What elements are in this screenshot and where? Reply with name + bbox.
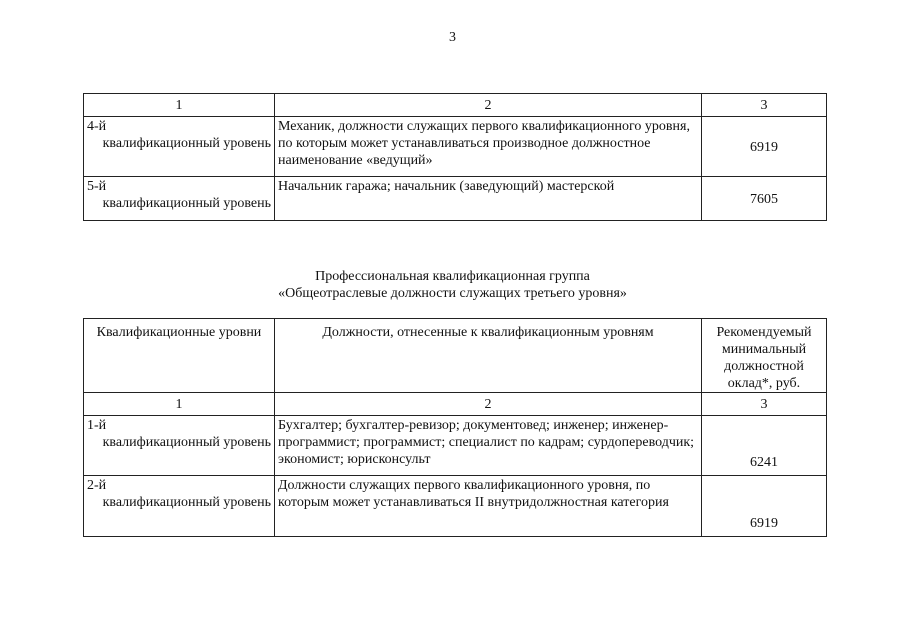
level-number: 4-й bbox=[87, 119, 107, 134]
header-positions: Должности, отнесенные к квалификационным уровням bbox=[275, 319, 702, 393]
salary-cell: 7605 bbox=[702, 177, 827, 221]
table-row bbox=[84, 177, 827, 221]
salary-table-lower bbox=[83, 318, 827, 537]
level-label: квалификационный уровень bbox=[102, 136, 271, 151]
group-title-line-1: Профессиональная квалификационная группа bbox=[315, 269, 590, 284]
positions-cell: Механик, должности служащих первого квалификационного уровня, по которым может устанавливаться производное должностное наименование «ведущий» bbox=[275, 117, 702, 177]
column-number-1: 1 bbox=[84, 393, 275, 416]
column-number-3: 3 bbox=[702, 94, 827, 117]
page-number: 3 bbox=[449, 30, 456, 45]
positions-cell: Бухгалтер; бухгалтер-ревизор; документовед; инженер; инженер-программист; программист; специалист по кадрам; сурдопереводчик; экономист; юрисконсульт bbox=[275, 416, 702, 476]
table-row bbox=[84, 476, 827, 537]
qualification-level-cell bbox=[84, 177, 275, 221]
level-number: 2-й bbox=[87, 478, 107, 493]
column-number-3: 3 bbox=[702, 393, 827, 416]
header-salary: Рекомендуемый минимальный должностной оклад*, руб. bbox=[702, 319, 827, 393]
level-label: квалификационный уровень bbox=[102, 196, 271, 211]
salary-table-upper bbox=[83, 93, 827, 221]
level-number: 1-й bbox=[87, 418, 107, 433]
qualification-level-cell bbox=[84, 416, 275, 476]
table-row bbox=[84, 416, 827, 476]
qualification-level-cell bbox=[84, 476, 275, 537]
level-number: 5-й bbox=[87, 179, 107, 194]
salary-cell: 6241 bbox=[702, 416, 827, 476]
column-number-row bbox=[84, 393, 827, 416]
qualification-level-cell bbox=[84, 117, 275, 177]
level-label: квалификационный уровень bbox=[102, 495, 271, 510]
group-title bbox=[0, 268, 905, 302]
header-row bbox=[84, 319, 827, 393]
table-row bbox=[84, 117, 827, 177]
level-label: квалификационный уровень bbox=[102, 435, 271, 450]
salary-cell: 6919 bbox=[702, 476, 827, 537]
salary-cell: 6919 bbox=[702, 117, 827, 177]
column-number-2: 2 bbox=[275, 393, 702, 416]
positions-cell: Начальник гаража; начальник (заведующий) мастерской bbox=[275, 177, 702, 221]
column-number-2: 2 bbox=[275, 94, 702, 117]
column-number-1: 1 bbox=[84, 94, 275, 117]
column-number-row bbox=[84, 94, 827, 117]
header-qualification-levels: Квалификационные уровни bbox=[84, 319, 275, 393]
positions-cell: Должности служащих первого квалификационного уровня, по которым может устанавливаться II внутридолжностная категория bbox=[275, 476, 702, 537]
group-title-line-2: «Общеотраслевые должности служащих третьего уровня» bbox=[278, 286, 627, 301]
